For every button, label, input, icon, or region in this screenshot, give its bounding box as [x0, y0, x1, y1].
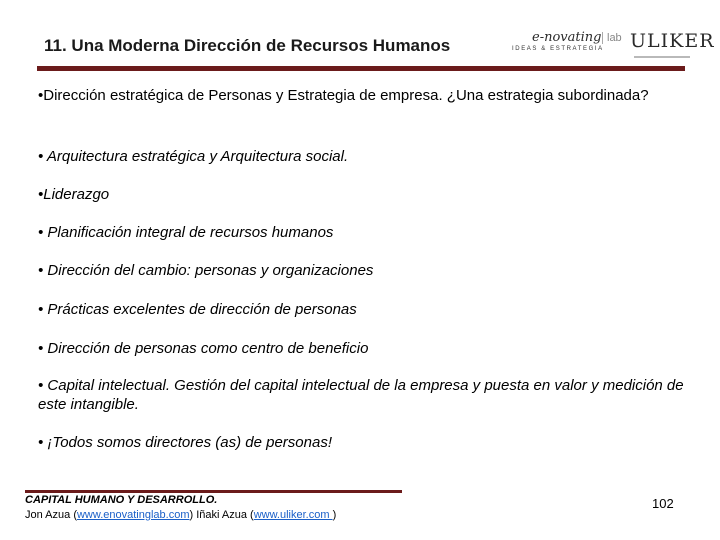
enovating-logo-word: e-novating — [532, 30, 602, 45]
bullet-item: • Capital intelectual. Gestión del capital intelectual de la empresa y puesta en valor y medición de este intangible. — [38, 377, 684, 413]
bullet-item: •Dirección estratégica de Personas y Estrategia de empresa. ¿Una estrategia subordinada? — [38, 87, 649, 104]
page-title: 11. Una Moderna Dirección de Recursos Humanos — [44, 36, 451, 55]
uliker-logo-underline — [634, 56, 690, 58]
footer-divider — [25, 490, 402, 493]
footer-heading: CAPITAL HUMANO Y DESARROLLO. — [25, 494, 218, 506]
uliker-link[interactable]: www.uliker.com — [253, 509, 333, 521]
bullet-item: • Planificación integral de recursos humanos — [38, 224, 334, 241]
uliker-logo: ULIKER — [630, 30, 715, 52]
footer-credits — [25, 509, 336, 521]
enovating-logo — [510, 30, 620, 58]
footer-suffix: ) — [332, 509, 337, 521]
enovating-logo-subtitle: IDEAS & ESTRATEGIA — [512, 46, 604, 52]
bullet-item: • ¡Todos somos directores (as) de personas! — [38, 434, 332, 451]
bullet-item: • Dirección del cambio: personas y organizaciones — [38, 262, 374, 279]
page-number: 102 — [652, 496, 674, 511]
footer-author1: Jon Azua ( — [25, 509, 77, 521]
header-divider — [37, 66, 685, 71]
bullet-item: • Arquitectura estratégica y Arquitectura social. — [38, 148, 349, 165]
footer-author2: ) Iñaki Azua ( — [189, 509, 254, 521]
bullet-item: •Liderazgo — [38, 186, 110, 203]
enovatinglab-link[interactable]: www.enovatinglab.com — [76, 509, 190, 521]
bullet-item: • Prácticas excelentes de dirección de personas — [38, 301, 357, 318]
bullet-item: • Dirección de personas como centro de beneficio — [38, 340, 369, 357]
enovating-logo-lab: lab — [602, 32, 622, 44]
